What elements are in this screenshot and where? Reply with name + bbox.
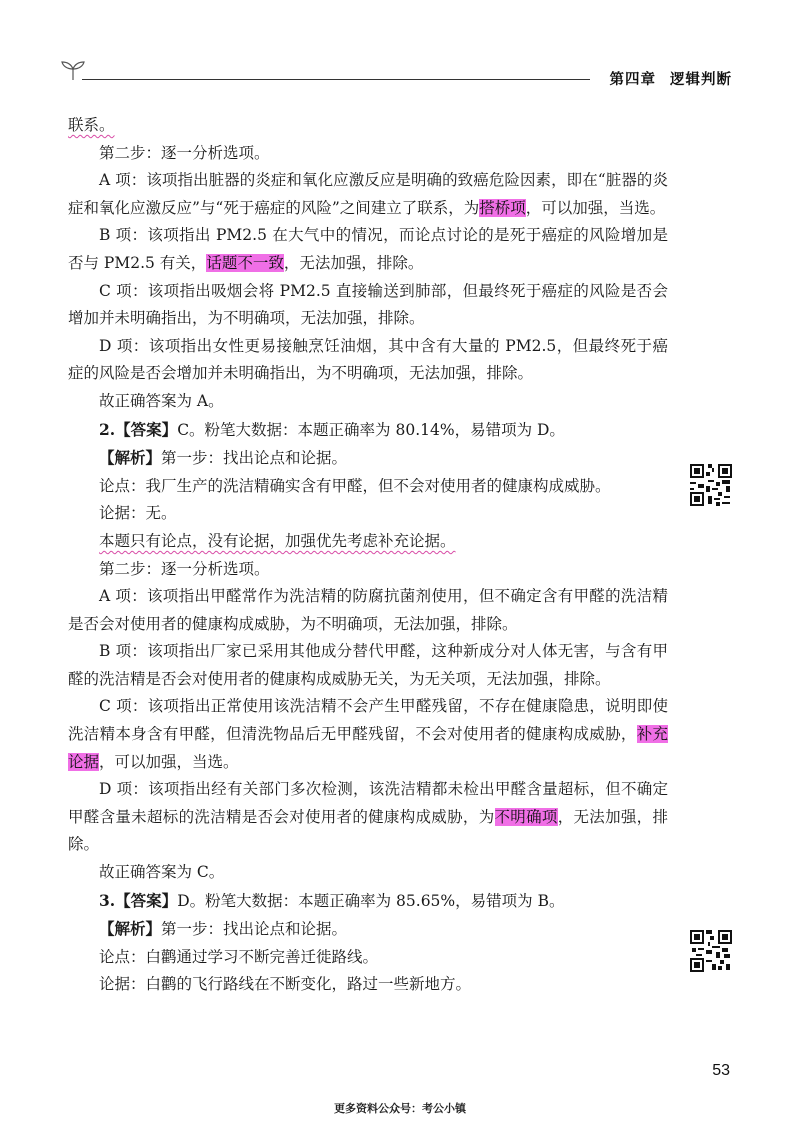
page-header [60,58,732,98]
paragraph-5: C 项：该项指出吸烟会将 PM2.5 直接输送到肺部，但最终死于癌症的风险是否会增加并未明确指出，为不明确项，无法加强，排除。 [68,281,668,328]
main-content [68,112,668,999]
paragraph-18: 故正确答案为 C。 [99,863,225,882]
paragraph-14: A 项：该项指出甲醛常作为洗洁精的防腐抗菌剂使用，但不确定含有甲醛的洗洁精是否会对使用者的健康构成威胁，为不明确项，无法加强，排除。 [68,587,668,633]
paragraph-13: 第二步：逐一分析选项。 [99,559,270,578]
paragraph-7: 故正确答案为 A。 [99,391,224,410]
paragraph-3: A 项：该项指出脏器的炎症和氧化应激反应是明确的致癌危险因素，即在“脏器的炎症和氧化应激反应”与“死于癌症的风险”之间建立了联系，为搭桥项，可以加强，当选。 [68,171,668,217]
analysis-3: 【解析】第一步：找出论点和论据。 [99,919,348,939]
paragraph-6: D 项：该项指出女性更易接触烹饪油烟，其中含有大量的 PM2.5，但最终死于癌症的风险是否会增加并未明确指出，为不明确项，无法加强，排除。 [68,336,668,383]
paragraph-12: 本题只有论点，没有论据，加强优先考虑补充论据。 [99,531,456,550]
paragraph-16: C 项：该项指出正常使用该洗洁精不会产生甲醛残留，不存在健康隐患，说明即使洗洁精本身含有甲醛，但清洗物品后无甲醛残留，不会对使用者的健康构成威胁，补充论据，可以加强，当选。 [68,697,668,771]
paragraph-22: 论据：白鹳的飞行路线在不断变化，路过一些新地方。 [99,975,472,994]
highlight-evidence: 补充论据 [68,725,668,771]
highlight-unclear: 不明确项 [494,807,558,826]
paragraph-21: 论点：白鹳通过学习不断完善迁徙路线。 [99,947,379,966]
answer-2: 2.【答案】C。粉笔大数据：本题正确率为 80.14%，易错项为 D。 [99,419,565,439]
analysis-2: 【解析】第一步：找出论点和论据。 [99,448,348,468]
answer-3: 3.【答案】D。粉笔大数据：本题正确率为 85.65%，易错项为 B。 [99,890,565,910]
paragraph-10: 论点：我厂生产的洗洁精确实含有甲醛，但不会对使用者的健康构成威胁。 [99,476,611,495]
footer-note: 更多资料公众号：考公小镇 [334,1102,466,1115]
highlight-bridge: 搭桥项 [479,198,526,217]
header-rule [82,79,590,80]
paragraph-1: 联系。 [68,116,115,134]
qr-code-icon[interactable] [688,462,734,508]
paragraph-2: 第二步：逐一分析选项。 [99,143,270,162]
section-title: 逻辑判断 [670,72,732,88]
page-number: 53 [712,1062,730,1079]
qr-code-icon[interactable] [688,928,734,974]
paragraph-4: B 项：该项指出 PM2.5 在大气中的情况，而论点讨论的是死于癌症的风险增加是否与 PM2.5 有关，话题不一致，无法加强，排除。 [68,226,668,272]
paragraph-15: B 项：该项指出厂家已采用其他成分替代甲醛，这种新成分对人体无害，与含有甲醛的洗洁精是否会对使用者的健康构成威胁无关，为无关项，无法加强，排除。 [68,642,668,688]
chapter-title: 第四章 逻辑判断 [609,72,732,88]
paragraph-17: D 项：该项指出经有关部门多次检测，该洗洁精都未检出甲醛含量超标，但不确定甲醛含量未超标的洗洁精是否会对使用者的健康构成威胁，为不明确项，无法加强，排除。 [68,780,668,854]
highlight-topic: 话题不一致 [206,253,284,272]
paragraph-11: 论据：无。 [99,504,177,523]
